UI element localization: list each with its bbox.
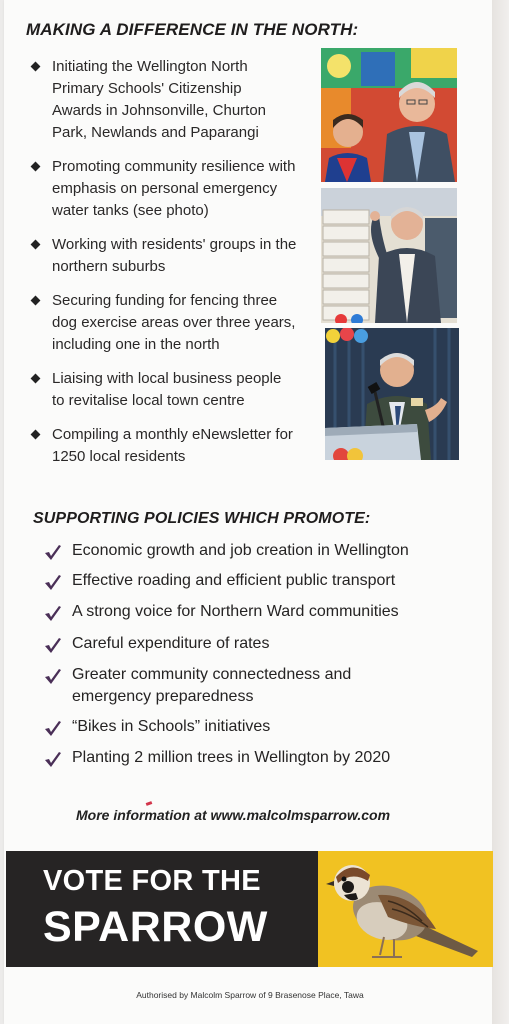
diamond-bullet-icon — [31, 374, 41, 384]
authorisation-statement: Authorised by Malcolm Sparrow of 9 Brasenose Place, Tawa — [136, 990, 364, 1000]
list-item: Compiling a monthly eNewsletter for 1250 local residents — [30, 424, 330, 468]
checkmark-icon — [44, 750, 62, 768]
diamond-bullet-icon — [31, 296, 41, 306]
list-item: “Bikes in Schools” initiatives — [44, 716, 464, 738]
section-heading-policies: SUPPORTING POLICIES WHICH PROMOTE: — [33, 510, 371, 527]
diamond-bullet-icon — [31, 240, 41, 250]
photo-water-tanks-illustration — [321, 188, 457, 323]
checkmark-icon — [44, 719, 62, 737]
list-item: Promoting community resilience with emphasis on personal emergency water tanks (see photo) — [30, 156, 330, 222]
list-item: A strong voice for Northern Ward communities — [44, 601, 464, 623]
list-item: Greater community connectedness and emergency preparedness — [44, 664, 464, 708]
checkmark-icon — [44, 604, 62, 622]
photo-awards-with-student — [321, 48, 457, 182]
checkmark-icon — [44, 543, 62, 561]
list-item: Working with residents' groups in the northern suburbs — [30, 234, 330, 278]
list-item: Economic growth and job creation in Wellington — [44, 540, 464, 562]
section-heading-north: MAKING A DIFFERENCE IN THE NORTH: — [26, 20, 359, 39]
banner-line-2: SPARROW — [43, 903, 268, 951]
list-item: Securing funding for fencing three dog exercise areas over three years, including one in the north — [30, 290, 330, 356]
sparrow-bird-icon — [318, 851, 493, 967]
policies-list — [44, 540, 464, 769]
diamond-bullet-icon — [31, 162, 41, 172]
diamond-bullet-icon — [31, 62, 41, 72]
list-item: Initiating the Wellington North Primary Schools' Citizenship Awards in Johnsonville, Churton Park, Newlands and Paparangi — [30, 56, 330, 144]
achievements-list — [30, 56, 330, 468]
diamond-bullet-icon — [31, 430, 41, 440]
paper-edge — [492, 0, 509, 1024]
photo-awards-illustration — [321, 48, 457, 182]
list-item: Liaising with local business people to revitalise local town centre — [30, 368, 330, 412]
list-item: Effective roading and efficient public transport — [44, 570, 464, 592]
photo-speaking-at-lectern — [325, 328, 459, 460]
list-item: Planting 2 million trees in Wellington by 2020 — [44, 747, 464, 769]
more-info-link[interactable]: More information at www.malcolmsparrow.com — [76, 807, 391, 823]
checkmark-icon — [44, 573, 62, 591]
photo-lectern-illustration — [325, 328, 459, 460]
photo-water-tanks — [321, 188, 457, 323]
checkmark-icon — [44, 667, 62, 685]
vote-banner — [6, 851, 318, 967]
sparrow-photo-panel — [318, 851, 493, 967]
checkmark-icon — [44, 636, 62, 654]
banner-line-1: VOTE FOR THE — [43, 865, 261, 897]
list-item: Careful expenditure of rates — [44, 633, 464, 655]
